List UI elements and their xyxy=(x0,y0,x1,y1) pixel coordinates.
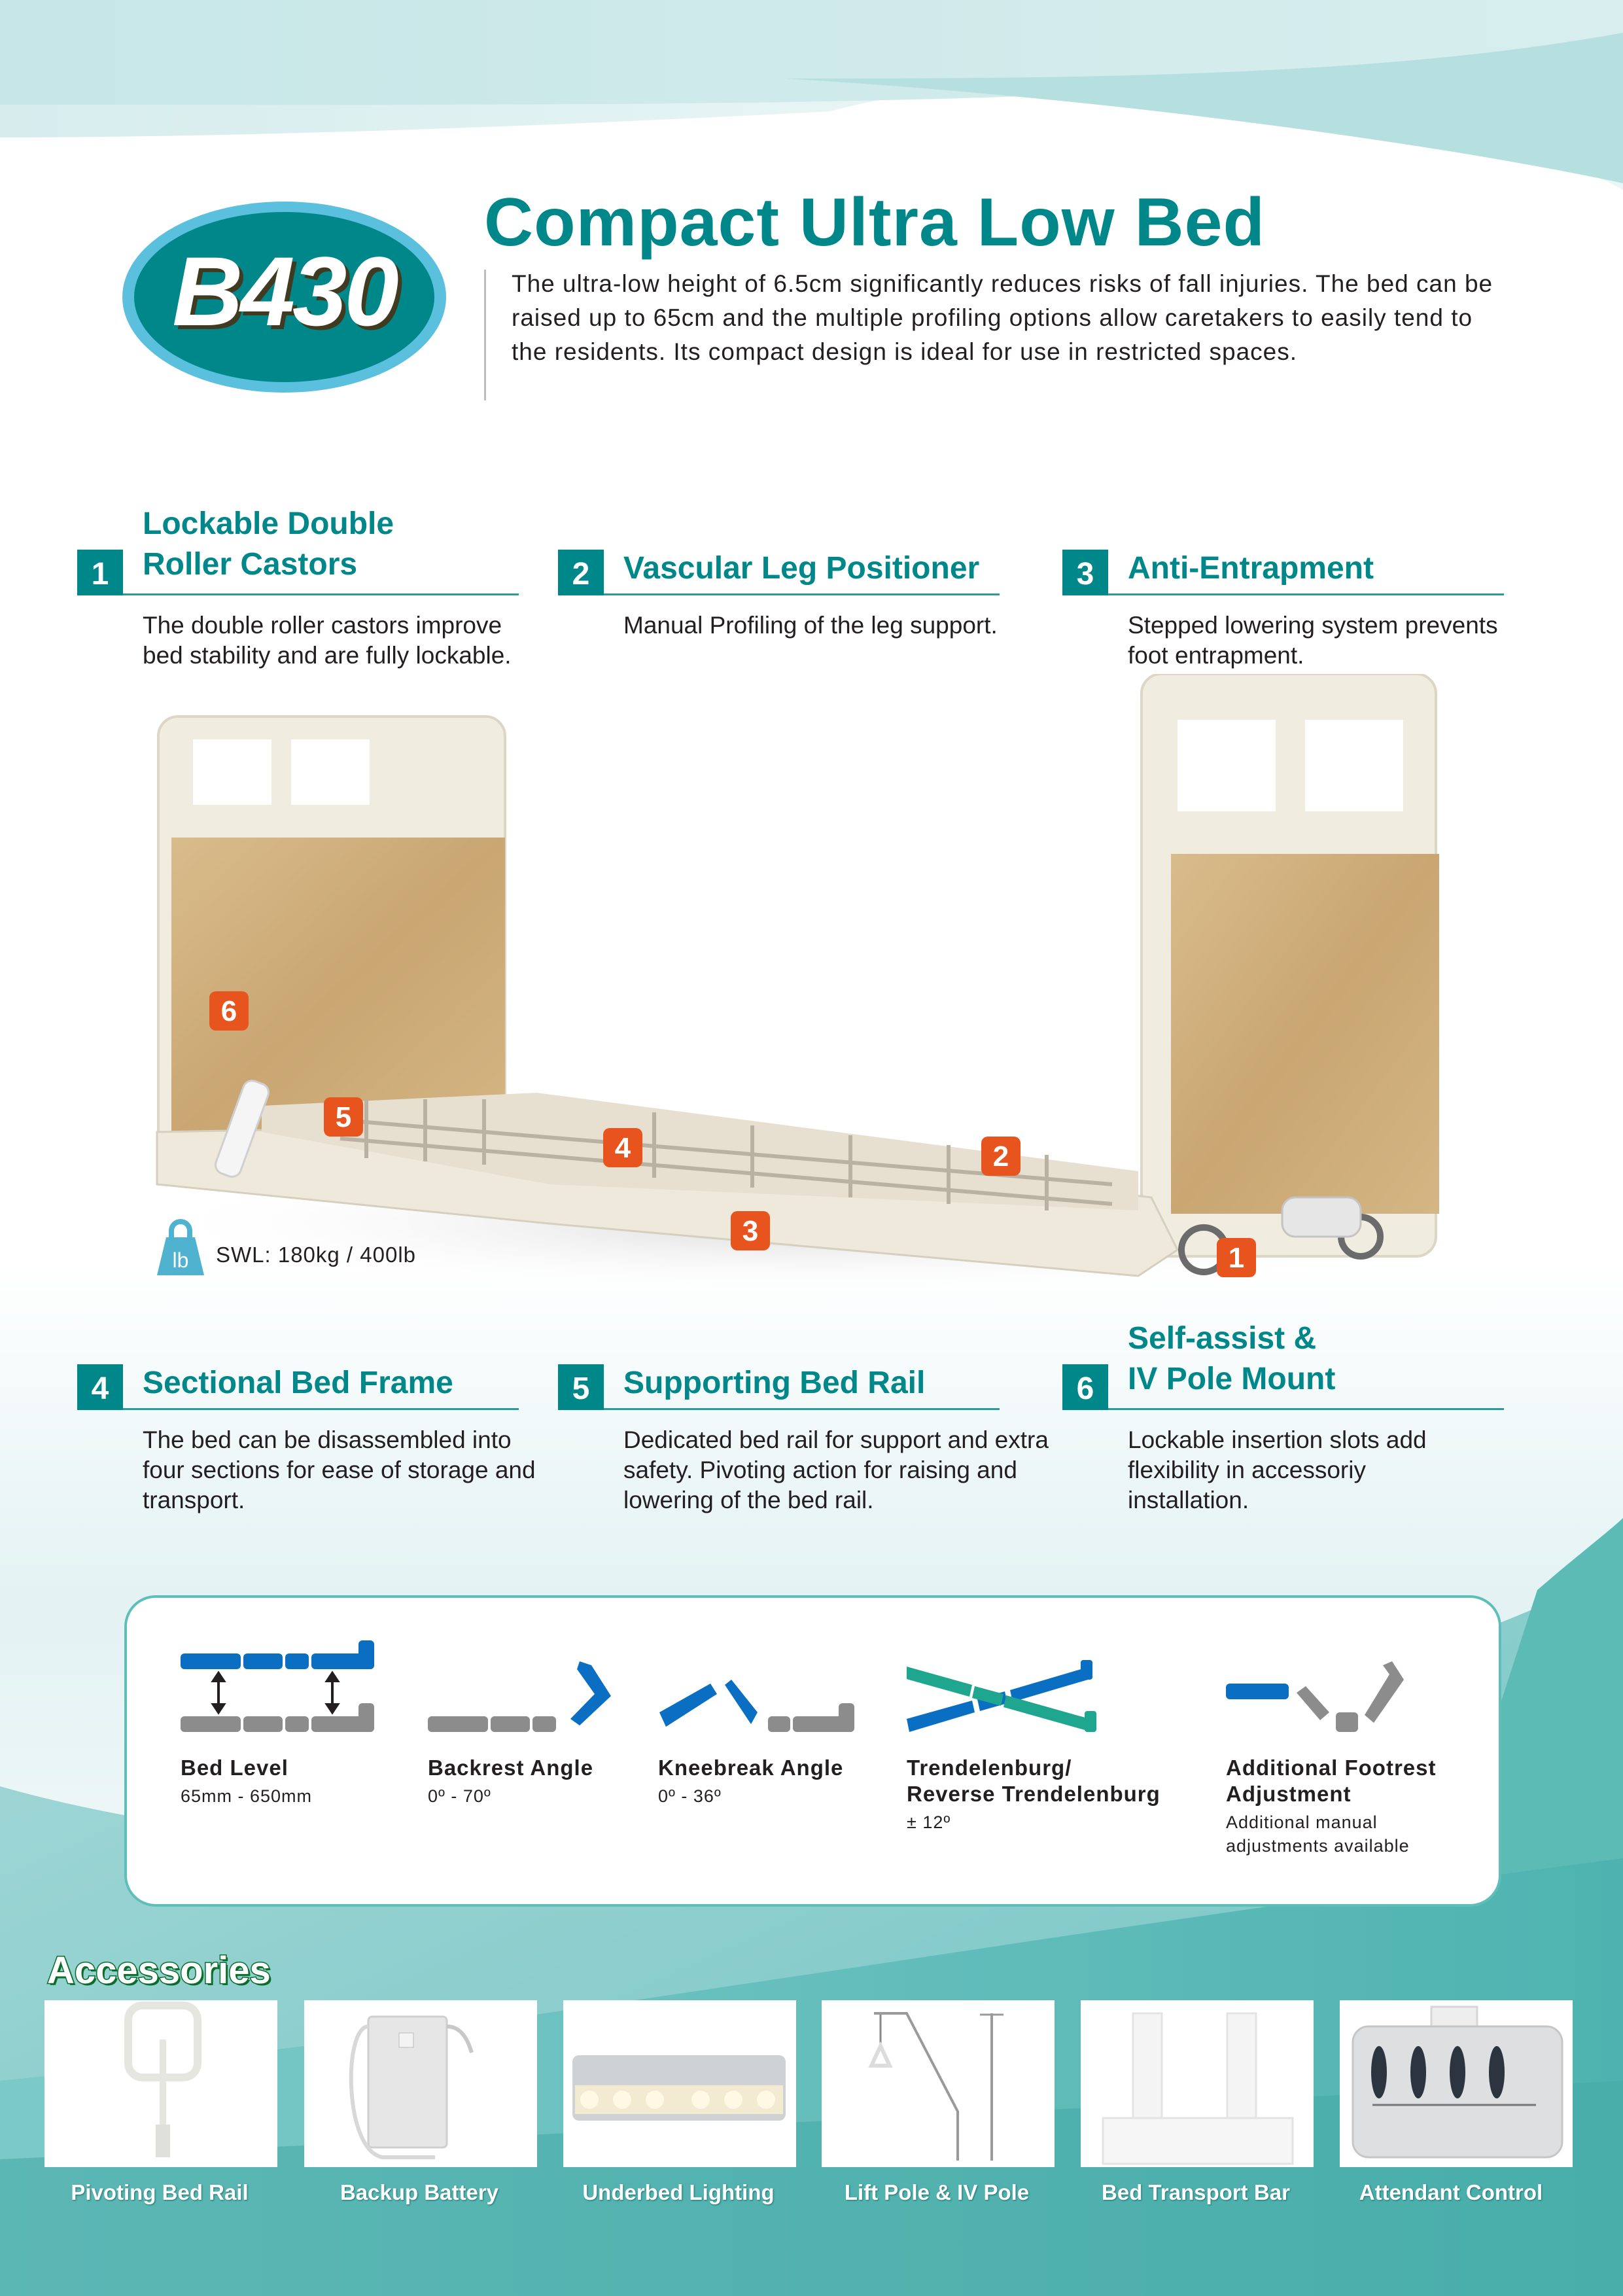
accessory-card-underbed-lighting xyxy=(563,2000,796,2167)
bed-transport-bar-image xyxy=(1081,2000,1314,2167)
accessory-card-bed-transport-bar xyxy=(1081,2000,1314,2167)
page-title: Compact Ultra Low Bed xyxy=(484,185,1265,260)
feature-number: 3 xyxy=(1062,550,1108,595)
intro-paragraph: The ultra-low height of 6.5cm significantly reduces risks of fall injuries. The bed can be raised up to 65cm and the multiple profiling options allow caretakers to easily tend to the residents. Its compact design is ideal for use in restricted spaces. xyxy=(512,270,1493,365)
feature-title: Sectional Bed Frame xyxy=(143,1366,453,1400)
feature-anti-entrapment xyxy=(1062,504,1504,674)
feature-underline xyxy=(1108,593,1504,595)
feature-lockable-castors xyxy=(77,504,519,674)
bed-marker-3: 3 xyxy=(731,1211,770,1250)
footrest-adjustment-icon xyxy=(1226,1660,1422,1732)
weight-icon xyxy=(156,1219,205,1278)
spec-value: 0º - 70º xyxy=(428,1786,491,1806)
bed-product-image xyxy=(131,674,1505,1289)
feature-description: Manual Profiling of the leg support. xyxy=(623,612,998,639)
feature-number: 4 xyxy=(77,1364,123,1410)
lift-pole-iv-pole-image xyxy=(822,2000,1055,2167)
bed-marker-1: 1 xyxy=(1217,1238,1256,1277)
underbed-lighting-image xyxy=(563,2000,796,2167)
feature-number: 2 xyxy=(558,550,604,595)
feature-title-line2: Roller Castors xyxy=(143,547,358,582)
accessory-card-backup-battery xyxy=(304,2000,537,2167)
accessory-label-attendant-control: Attendant Control xyxy=(1359,2180,1543,2204)
feature-underline xyxy=(1108,1408,1504,1410)
spec-value: 65mm - 650mm xyxy=(181,1786,313,1806)
backrest-angle-icon xyxy=(428,1660,618,1732)
swl-text: SWL: 180kg / 400lb xyxy=(216,1243,417,1267)
feature-vascular-leg-positioner xyxy=(558,504,1000,674)
feature-number: 1 xyxy=(77,550,123,595)
spec-title: Kneebreak Angle xyxy=(658,1756,844,1780)
accessory-label-pivoting-bed-rail: Pivoting Bed Rail xyxy=(71,2180,249,2204)
spec-title: Backrest Angle xyxy=(428,1756,594,1780)
accessory-card-attendant-control xyxy=(1340,2000,1573,2167)
feature-underline xyxy=(604,593,1000,595)
spec-title-line2: Reverse Trendelenburg xyxy=(907,1782,1161,1806)
bed-marker-2: 2 xyxy=(981,1137,1021,1176)
feature-title-line1: Self-assist & xyxy=(1128,1321,1317,1356)
accessory-label-bed-transport-bar: Bed Transport Bar xyxy=(1102,2180,1290,2204)
accessory-card-lift-pole-iv-pole xyxy=(822,2000,1055,2167)
feature-sectional-bed-frame xyxy=(77,1318,536,1521)
feature-underline xyxy=(123,593,519,595)
backup-battery-image xyxy=(304,2000,537,2167)
accessory-label-underbed-lighting: Underbed Lighting xyxy=(582,2180,775,2204)
feature-supporting-bed-rail xyxy=(558,1318,1049,1521)
accessories-heading: Accessories xyxy=(47,1949,271,1992)
spec-value-line1: Additional manual xyxy=(1226,1812,1378,1832)
feature-underline xyxy=(123,1408,519,1410)
trendelenburg-icon xyxy=(907,1660,1103,1739)
svg-text:lb: lb xyxy=(172,1248,189,1272)
intro-divider xyxy=(484,270,486,400)
feature-description: Dedicated bed rail for support and extra safety. Pivoting action for raising and lowering of the bed rail. xyxy=(623,1426,1049,1513)
feature-description: Stepped lowering system prevents foot entrapment. xyxy=(1128,612,1498,669)
accessory-label-lift-pole-iv-pole: Lift Pole & IV Pole xyxy=(844,2180,1030,2204)
bed-marker-4: 4 xyxy=(603,1128,642,1167)
feature-title-line2: IV Pole Mount xyxy=(1128,1362,1336,1396)
accessory-card-pivoting-bed-rail xyxy=(44,2000,277,2167)
kneebreak-angle-icon xyxy=(658,1660,854,1732)
feature-number: 5 xyxy=(558,1364,604,1410)
feature-title-line1: Lockable Double xyxy=(143,506,394,541)
spec-title-line1: Additional Footrest xyxy=(1226,1756,1437,1780)
feature-title: Anti-Entrapment xyxy=(1128,551,1374,586)
feature-title: Supporting Bed Rail xyxy=(623,1366,926,1400)
bed-positions-panel xyxy=(124,1595,1501,1907)
spec-value-line2: adjustments available xyxy=(1226,1836,1410,1856)
bed-level-icon xyxy=(181,1640,377,1732)
model-badge-text: B430 xyxy=(172,236,396,346)
bed-marker-5: 5 xyxy=(324,1097,363,1137)
pivoting-bed-rail-image xyxy=(44,2000,277,2167)
feature-number: 6 xyxy=(1062,1364,1108,1410)
accessory-label-backup-battery: Backup Battery xyxy=(340,2180,499,2204)
spec-value: 0º - 36º xyxy=(658,1786,722,1806)
feature-description: Lockable insertion slots add flexibility in accessoriy installation. xyxy=(1128,1426,1427,1513)
model-badge xyxy=(122,202,446,393)
header-wave-background xyxy=(0,0,1623,209)
feature-title: Vascular Leg Positioner xyxy=(623,551,980,586)
spec-title-line2: Adjustment xyxy=(1226,1782,1352,1806)
feature-description: The double roller castors improve bed stability and are fully lockable. xyxy=(143,612,512,669)
feature-description: The bed can be disassembled into four sections for ease of storage and transport. xyxy=(143,1426,536,1513)
feature-underline xyxy=(604,1408,1000,1410)
spec-title: Bed Level xyxy=(181,1756,288,1780)
attendant-control-image xyxy=(1340,2000,1573,2167)
bed-marker-6: 6 xyxy=(209,991,249,1031)
spec-value: ± 12º xyxy=(907,1812,951,1832)
spec-title-line1: Trendelenburg/ xyxy=(907,1756,1072,1780)
safe-working-load xyxy=(156,1219,417,1281)
feature-self-assist-iv-pole xyxy=(1062,1318,1504,1521)
